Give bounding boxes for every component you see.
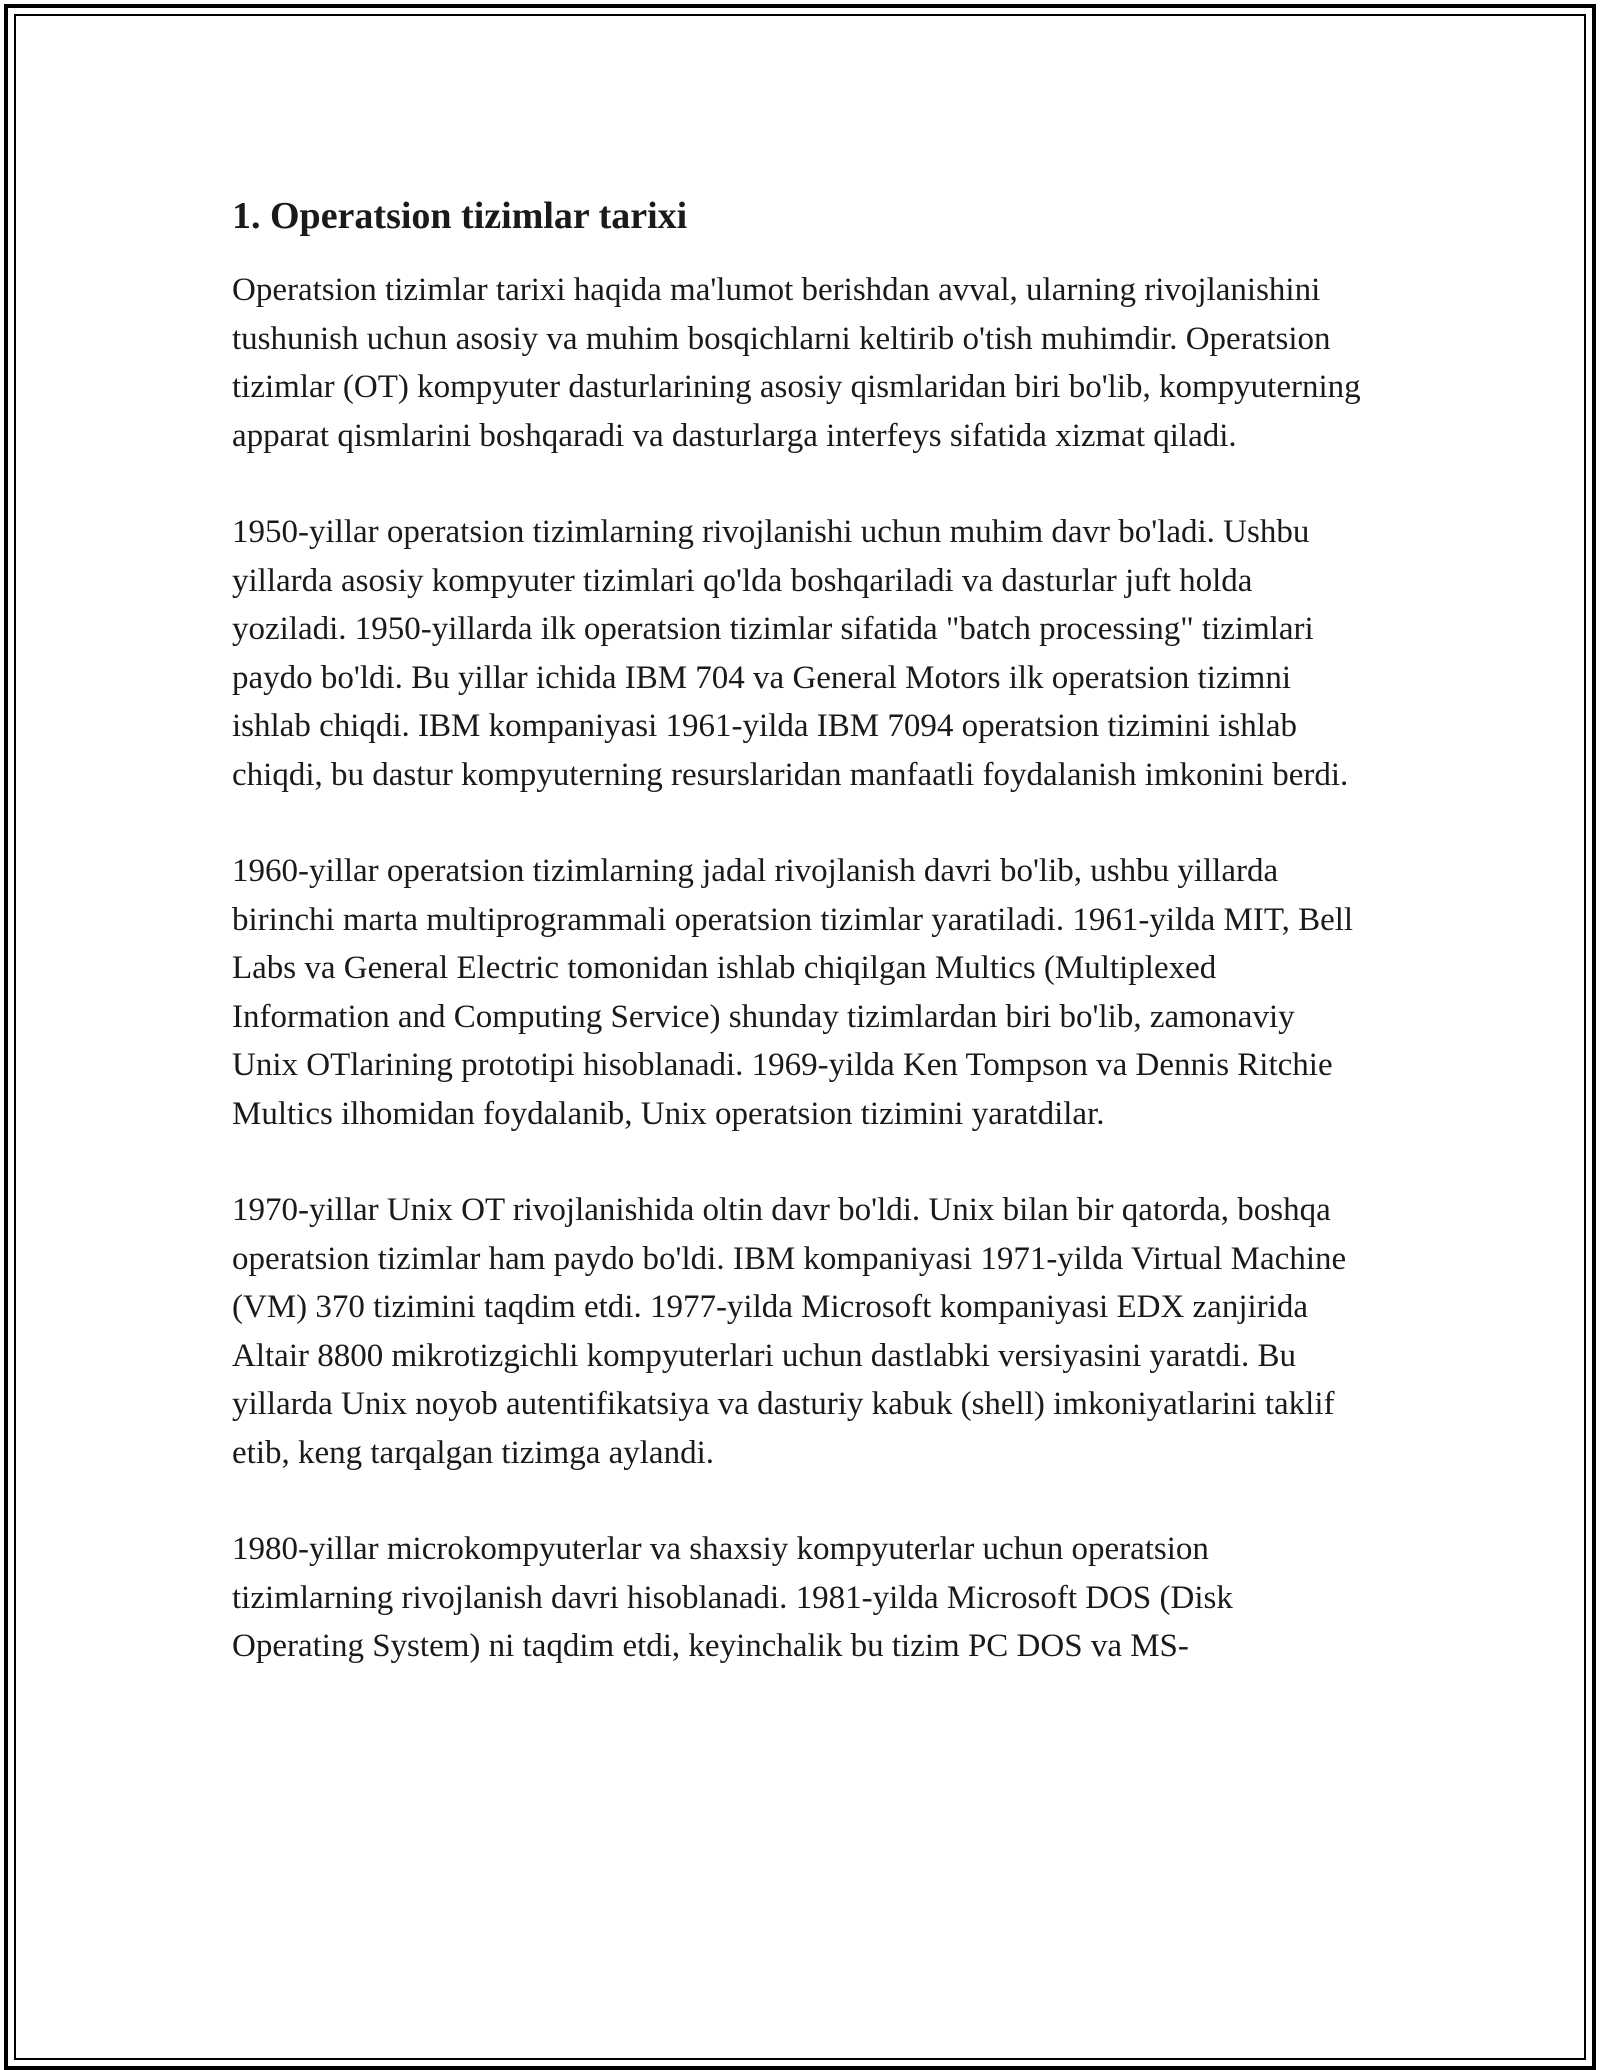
paragraph-1960s: 1960-yillar operatsion tizimlarning jadal rivojlanish davri bo'lib, ushbu yillarda birinchi marta multiprogrammali operatsion tizimlar yaratiladi. 1961-yilda MIT, Bell Labs va General Electric tomonidan ishlab chiqilgan Multics (Multiplexed Information and Computing Service) shunday tizimlardan biri bo'lib, zamonaviy Unix OTlarining prototipi hisoblanadi. 1969-yilda Ken Tompson va Dennis Ritchie Multics ilhomidan foydalanib, Unix operatsion tizimini yaratdilar. [232, 853, 1354, 1132]
paragraph-intro: Operatsion tizimlar tarixi haqida ma'lumot berishdan avval, ularning rivojlanishini tushunish uchun asosiy va muhim bosqichlarni keltirib o'tish muhimdir. Operatsion tizimlar (OT) kompyuter dasturlarining asosiy qismlaridan biri bo'lib, kompyuterning apparat qismlarini boshqaradi va dasturlarga interfeys sifatida xizmat qiladi. [232, 272, 1361, 454]
paragraph-1970s: 1970-yillar Unix OT rivojlanishida oltin davr bo'ldi. Unix bilan bir qatorda, boshqa operatsion tizimlar ham paydo bo'ldi. IBM kompaniyasi 1971-yilda Virtual Machine (VM) 370 tizimini taqdim etdi. 1977-yilda Microsoft kompaniyasi EDX zanjirida Altair 8800 mikrotizgichli kompyuterlari uchun dastlabki versiyasini yaratdi. Bu yillarda Unix noyob autentifikatsiya va dasturiy kabuk (shell) imkoniyatlarini taklif etib, keng tarqalgan tizimga aylandi. [232, 1192, 1347, 1471]
section-heading: 1. Operatsion tizimlar tarixi [232, 195, 688, 237]
paragraph-1950s: 1950-yillar operatsion tizimlarning rivojlanishi uchun muhim davr bo'ladi. Ushbu yillarda asosiy kompyuter tizimlari qo'lda boshqariladi va dasturlar juft holda yoziladi. 1950-yillarda ilk operatsion tizimlar sifatida "batch processing" tizimlari paydo bo'ldi. Bu yillar ichida IBM 704 va General Motors ilk operatsion tizimni ishlab chiqdi. IBM kompaniyasi 1961-yilda IBM 7094 operatsion tizimini ishlab chiqdi, bu dastur kompyuterning resurslaridan manfaatli foydalanish imkonini berdi. [232, 514, 1349, 793]
document-body [232, 188, 1362, 1719]
paragraph-1980s: 1980-yillar microkompyuterlar va shaxsiy kompyuterlar uchun operatsion tizimlarning rivojlanish davri hisoblanadi. 1981-yilda Microsoft DOS (Disk Operating System) ni taqdim etdi, keyinchalik bu tizim PC DOS va MS- [232, 1531, 1233, 1664]
